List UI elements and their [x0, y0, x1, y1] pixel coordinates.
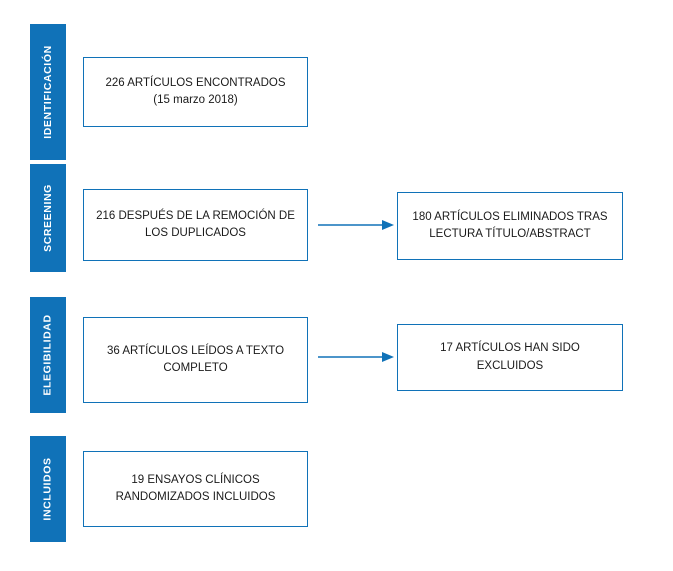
stage-label-identificacion-text: IDENTIFICACIÓN — [42, 45, 55, 139]
box-included-trials-text: 19 ENSAYOS CLÍNICOS RANDOMIZADOS INCLUIDOS — [115, 473, 276, 503]
stage-label-screening — [30, 164, 66, 272]
stage-label-incluidos — [30, 436, 66, 542]
arrow-screening — [318, 219, 394, 231]
box-excluded-title-abstract-text: 180 ARTÍCULOS ELIMINADOS TRAS LECTURA TÍTULO/ABSTRACT — [412, 210, 608, 240]
arrow-elegibilidad — [318, 351, 394, 363]
box-records-found — [83, 57, 308, 127]
box-records-found-text: 226 ARTÍCULOS ENCONTRADOS (15 marzo 2018) — [105, 76, 286, 106]
box-after-duplicates — [83, 189, 308, 261]
box-excluded-title-abstract — [397, 192, 623, 260]
box-included-trials — [83, 451, 308, 527]
stage-label-elegibilidad — [30, 297, 66, 413]
stage-label-screening-text: SCREENING — [42, 184, 55, 252]
box-full-text-excluded-text: 17 ARTÍCULOS HAN SIDO EXCLUIDOS — [440, 342, 580, 372]
stage-label-incluidos-text: INCLUIDOS — [42, 457, 54, 521]
stage-label-identificacion — [30, 24, 66, 160]
box-full-text-read-text: 36 ARTÍCULOS LEÍDOS A TEXTO COMPLETO — [106, 344, 285, 374]
box-full-text-read — [83, 317, 308, 403]
stage-label-elegibilidad-text: ELEGIBILIDAD — [42, 314, 55, 396]
box-full-text-excluded — [397, 324, 623, 391]
box-after-duplicates-text: 216 DESPUÉS DE LA REMOCIÓN DE LOS DUPLICADOS — [96, 209, 295, 239]
